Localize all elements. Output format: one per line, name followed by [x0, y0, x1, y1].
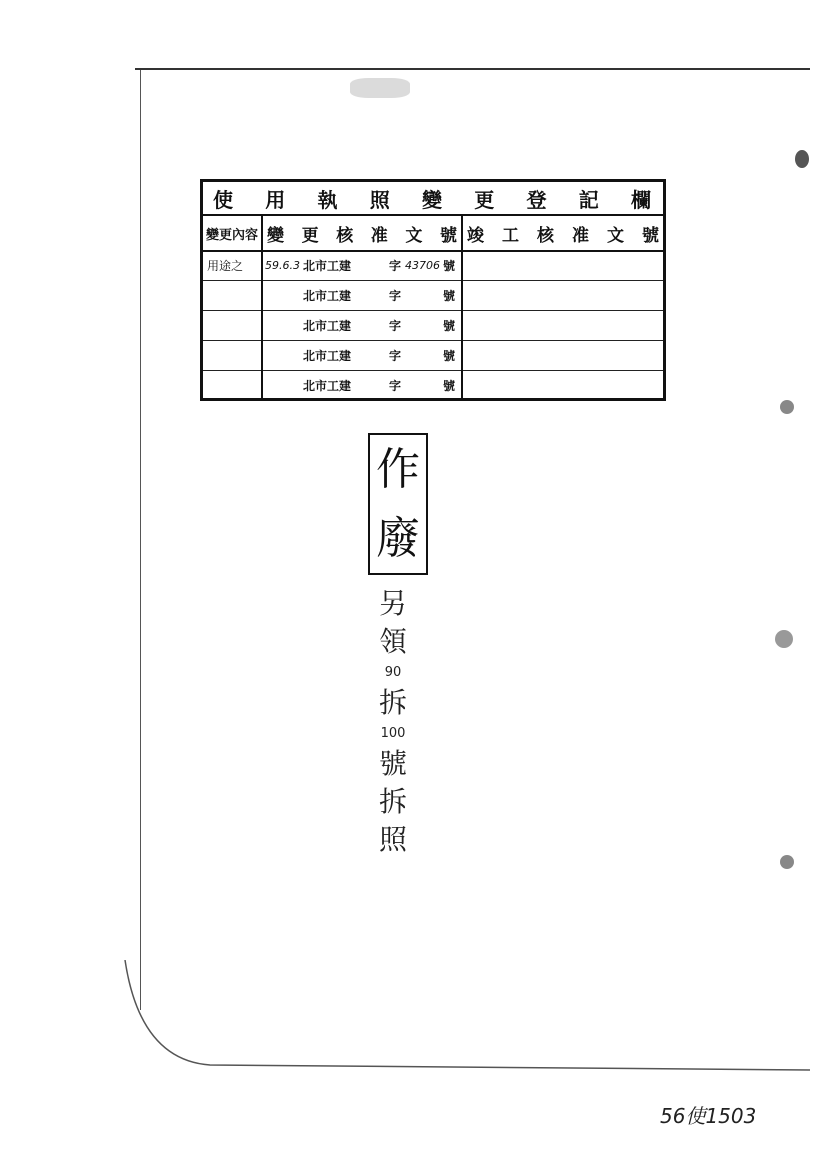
row-office: 北市工建: [303, 288, 352, 303]
row-hao: 號: [443, 258, 456, 273]
row-completion-number: [463, 370, 663, 400]
usage-permit-change-register: [200, 179, 666, 401]
header-char: 變: [267, 225, 284, 246]
row-zi: 字: [389, 348, 402, 363]
header-change-content: 變更內容: [203, 216, 263, 250]
title-char: 記: [578, 187, 601, 212]
header-char: 准: [572, 225, 589, 246]
row-content: [203, 340, 263, 370]
page-top-edge: [135, 68, 810, 70]
row-office: 北市工建: [303, 258, 352, 273]
header-char: 更: [301, 225, 319, 246]
row-completion-number: [463, 340, 663, 370]
header-char: 核: [336, 225, 354, 246]
header-char: 竣: [467, 225, 484, 246]
note-char: 號: [378, 747, 407, 780]
title-char: 使: [213, 187, 235, 212]
row-content: [203, 280, 263, 310]
row-zi: 字: [389, 288, 402, 303]
row-hao: 號: [443, 378, 456, 393]
stamp-char: 作: [376, 443, 420, 495]
header-char: 文: [607, 225, 624, 246]
header-char: 號: [439, 225, 457, 246]
title-char: 更: [474, 187, 497, 212]
row-hao: 號: [443, 288, 456, 303]
row-approval-number: [263, 340, 463, 370]
row-content: [203, 370, 263, 400]
title-char: 用: [265, 187, 288, 212]
note-char: 照: [378, 823, 407, 856]
scan-noise: [795, 150, 809, 168]
note-char: 拆: [378, 686, 407, 719]
header-char: 工: [502, 225, 519, 246]
row-hao: 號: [443, 318, 456, 333]
header-char: 文: [405, 225, 423, 246]
row-zi: 字: [389, 318, 402, 333]
header-char: 核: [537, 225, 554, 246]
scan-noise: [780, 400, 794, 414]
note-char: 拆: [378, 785, 407, 818]
row-office: 北市工建: [303, 378, 352, 393]
row-completion-number: [463, 310, 663, 340]
note-char: 90: [384, 665, 402, 680]
header-char: 准: [370, 225, 388, 246]
row-content: 用途之: [203, 250, 263, 280]
archive-number: 56使1503: [660, 1104, 757, 1128]
title-char: 執: [317, 187, 340, 212]
page-fold-curve: [120, 960, 810, 1080]
row-approval-number: [263, 250, 463, 280]
register-header-row: [203, 216, 663, 252]
row-office: 北市工建: [303, 348, 352, 363]
row-number: 43706: [405, 258, 440, 272]
row-zi: 字: [389, 378, 402, 393]
title-char: 欄: [631, 187, 653, 212]
header-completion-approval-number: [463, 216, 663, 250]
row-approval-number: [263, 280, 463, 310]
row-approval-number: [263, 370, 463, 400]
handwritten-note: [368, 587, 418, 864]
register-row: [203, 370, 663, 400]
row-completion-number: [463, 250, 663, 280]
scan-noise: [350, 78, 410, 98]
register-row: [203, 310, 663, 341]
title-char: 照: [369, 187, 392, 212]
row-completion-number: [463, 280, 663, 310]
scan-noise: [775, 630, 793, 648]
header-change-approval-number: [263, 216, 463, 250]
page-left-edge: [140, 70, 141, 1010]
register-row: [203, 340, 663, 371]
row-content: [203, 310, 263, 340]
row-approval-number: [263, 310, 463, 340]
row-office: 北市工建: [303, 318, 352, 333]
scan-noise: [780, 855, 794, 869]
row-zi: 字: [389, 258, 402, 273]
register-row: [203, 280, 663, 311]
row-date: 59.6.3: [265, 258, 300, 272]
title-char: 變: [422, 187, 444, 212]
note-char: 另: [378, 587, 407, 620]
register-title: [203, 182, 663, 216]
stamp-char: 廢: [376, 512, 420, 564]
void-stamp: [368, 433, 428, 575]
note-char: 領: [378, 625, 407, 658]
register-row: [203, 250, 663, 281]
header-char: 號: [642, 225, 659, 246]
row-hao: 號: [443, 348, 456, 363]
note-char: 100: [380, 726, 406, 741]
title-char: 登: [526, 187, 549, 212]
